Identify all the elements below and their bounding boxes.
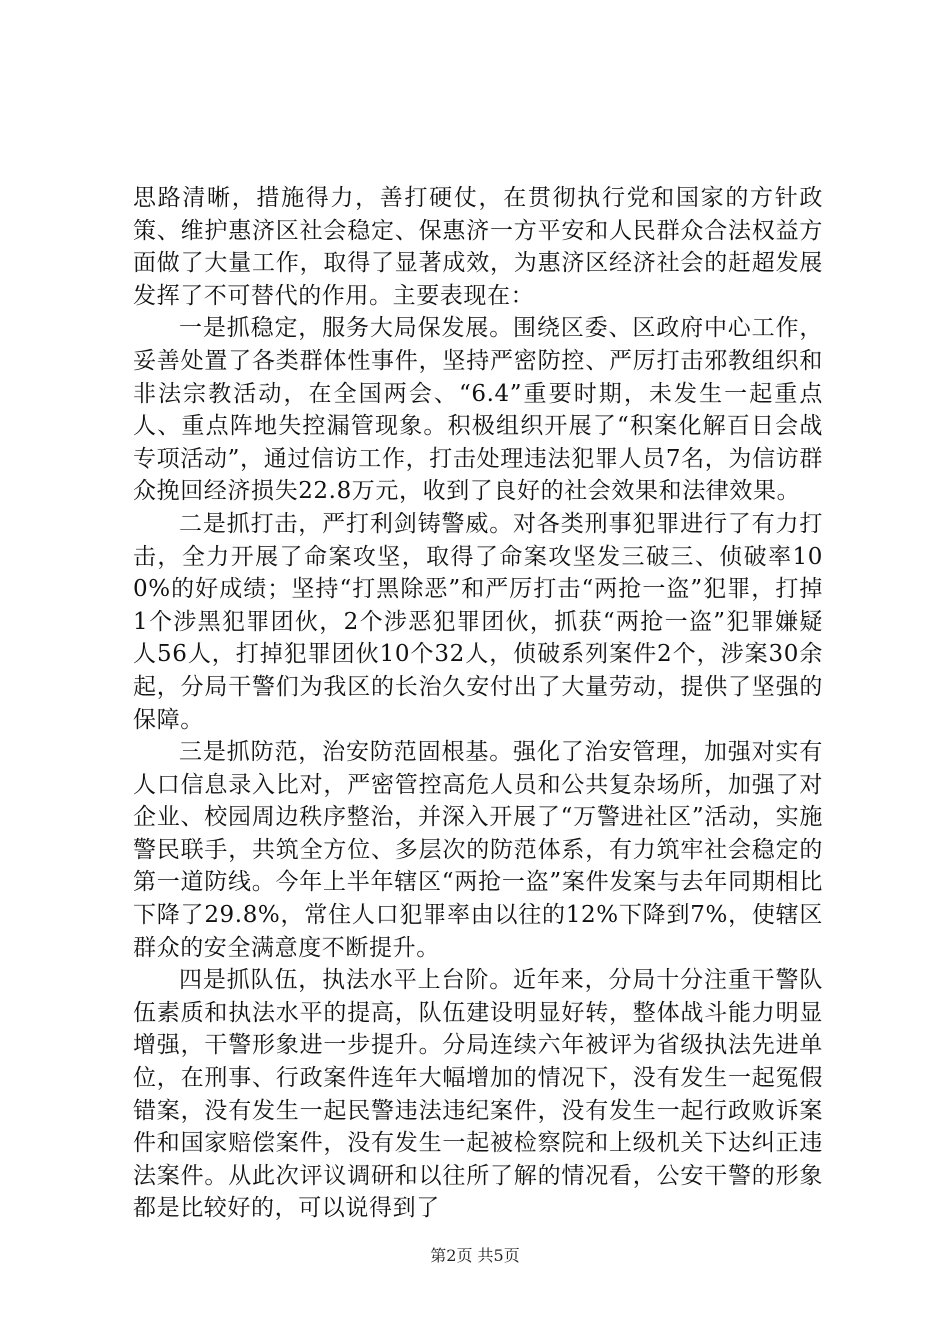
paragraph-continuation: 思路清晰，措施得力，善打硬仗，在贯彻执行党和国家的方针政策、维护惠济区社会稳定、保惠济一方平安和人民群众合法权益方面做了大量工作，取得了显著成效，为惠济区经济社会的赶超发展发挥了不可替代的作用。主要表现在： — [133, 185, 823, 309]
paragraph-prevention: 三是抓防范，治安防范固根基。强化了治安管理，加强对实有人口信息录入比对，严密管控高危人员和公共复杂场所，加强了对企业、校园周边秩序整治，并深入开展了“万警进社区”活动，实施警民联手，共筑全方位、多层次的防范体系，有力筑牢社会稳定的第一道防线。今年上半年辖区“两抢一盗”案件发案与去年同期相比下降了29.8%，常住人口犯罪率由以往的12%下降到7%，使辖区群众的安全满意度不断提升。 — [133, 739, 823, 961]
page-footer: 第2页 共5页 — [430, 1246, 520, 1265]
paragraph-team: 四是抓队伍，执法水平上台阶。近年来，分局十分注重干警队伍素质和执法水平的提高，队伍建设明显好转，整体战斗能力明显增强，干警形象进一步提升。分局连续六年被评为省级执法先进单位，在刑事、行政案件连年大幅增加的情况下，没有发生一起冤假错案，没有发生一起民警违法违纪案件，没有发生一起行政败诉案件和国家赔偿案件，没有发生一起被检察院和上级机关下达纠正违法案件。从此次评议调研和以往所了解的情况看，公安干警的形象都是比较好的，可以说得到了 — [133, 967, 823, 1222]
paragraph-strike: 二是抓打击，严打利剑铸警威。对各类刑事犯罪进行了有力打击，全力开展了命案攻坚，取得了命案攻坚发三破三、侦破率100%的好成绩；坚持“打黑除恶”和严厉打击“两抢一盗”犯罪，打掉1个涉黑犯罪团伙，2个涉恶犯罪团伙，抓获“两抢一盗”犯罪嫌疑人56人，打掉犯罪团伙10个32人，侦破系列案件2个，涉案30余起，分局干警们为我区的长治久安付出了大量劳动，提供了坚强的保障。 — [133, 510, 823, 733]
body-text — [133, 182, 823, 1225]
paragraph-stability: 一是抓稳定，服务大局保发展。围绕区委、区政府中心工作，妥善处置了各类群体性事件，坚持严密防控、严厉打击邪教组织和非法宗教活动，在全国两会、“6.4”重要时期，未发生一起重点人、重点阵地失控漏管现象。积极组织开展了“积案化解百日会战专项活动”，通过信访工作，打击处理违法犯罪人员7名，为信访群众挽回经济损失22.8万元，收到了良好的社会效果和法律效果。 — [133, 315, 823, 505]
